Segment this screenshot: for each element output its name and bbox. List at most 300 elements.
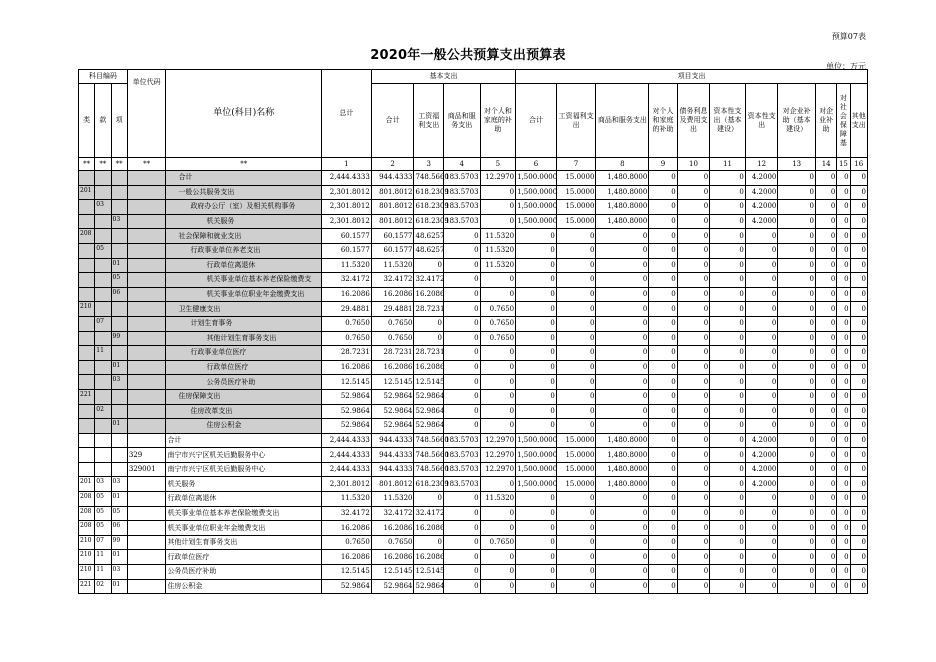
cell-value: 15.0000 (556, 477, 596, 492)
cell-value: 0 (710, 375, 746, 390)
header-basic-personal: 对个人和家庭的补助 (480, 84, 516, 158)
cell-value: 0 (778, 535, 816, 550)
cell-value: 0 (596, 419, 649, 434)
cell-unit-code (127, 419, 166, 434)
cell-value: 32.4172 (321, 273, 371, 288)
cell-unit-name: 合计 (166, 171, 322, 186)
cell-value: 0 (556, 287, 596, 302)
cell-lei (79, 433, 95, 448)
cell-value: 0 (480, 200, 516, 215)
cell-value: 0 (815, 579, 836, 594)
cell-value: 52.9864 (321, 404, 371, 419)
cell-value: 16.2086 (371, 360, 414, 375)
cell-value: 0 (745, 389, 778, 404)
cell-value: 52.9864 (371, 579, 414, 594)
cell-unit-code: 329001 (127, 462, 166, 477)
cell-xiang (111, 171, 127, 186)
cell-value: 0 (710, 214, 746, 229)
cell-unit-name: 公务员医疗补助 (166, 565, 322, 580)
cell-value: 0 (649, 273, 677, 288)
cell-value: 944.4333 (371, 171, 414, 186)
cell-value: 4.2000 (745, 433, 778, 448)
cell-kuan: 11 (95, 346, 111, 361)
cell-value: 0 (778, 521, 816, 536)
cell-value: 0 (649, 521, 677, 536)
cell-value: 2,444.4333 (321, 448, 371, 463)
cell-value: 16.2086 (321, 550, 371, 565)
header-num: 1 (321, 158, 371, 171)
table-row (79, 214, 868, 229)
table-row (79, 243, 868, 258)
table-row (79, 535, 868, 550)
cell-value: 0 (850, 229, 867, 244)
cell-value: 0 (710, 302, 746, 317)
cell-value: 0 (837, 302, 850, 317)
cell-value: 0 (778, 185, 816, 200)
cell-value: 0 (778, 579, 816, 594)
cell-value: 0 (778, 360, 816, 375)
cell-kuan: 05 (95, 492, 111, 507)
cell-kuan (95, 302, 111, 317)
cell-unit-code (127, 243, 166, 258)
cell-value: 0 (677, 579, 710, 594)
cell-lei (79, 287, 95, 302)
cell-value: 28.7231 (414, 302, 443, 317)
cell-value: 1,480.8000 (596, 462, 649, 477)
header-num: 4 (443, 158, 480, 171)
cell-value: 0 (516, 375, 557, 390)
cell-value: 0 (745, 579, 778, 594)
cell-value: 0 (815, 273, 836, 288)
cell-value: 29.4881 (371, 302, 414, 317)
cell-value: 0 (850, 565, 867, 580)
cell-value: 0 (710, 565, 746, 580)
cell-value: 0 (556, 550, 596, 565)
cell-kuan: 07 (95, 535, 111, 550)
cell-xiang: 01 (111, 579, 127, 594)
cell-value: 0 (745, 287, 778, 302)
cell-value: 0 (556, 243, 596, 258)
cell-value: 0 (596, 243, 649, 258)
cell-kuan (95, 433, 111, 448)
cell-value: 0 (837, 375, 850, 390)
cell-value: 0 (778, 214, 816, 229)
cell-unit-code (127, 375, 166, 390)
cell-xiang: 06 (111, 521, 127, 536)
cell-unit-code (127, 346, 166, 361)
cell-xiang: 05 (111, 506, 127, 521)
cell-xiang: 01 (111, 360, 127, 375)
cell-value: 748.5660 (414, 462, 443, 477)
cell-value: 0 (596, 492, 649, 507)
cell-value: 0 (596, 521, 649, 536)
cell-value: 11.5320 (480, 229, 516, 244)
cell-value: 0 (850, 171, 867, 186)
cell-xiang (111, 346, 127, 361)
cell-value: 0 (556, 229, 596, 244)
cell-value: 0 (815, 419, 836, 434)
cell-kuan (95, 185, 111, 200)
cell-unit-code (127, 316, 166, 331)
cell-value: 60.1577 (321, 243, 371, 258)
cell-lei: 210 (79, 302, 95, 317)
cell-kuan (95, 375, 111, 390)
cell-value: 0 (414, 258, 443, 273)
cell-unit-name: 政府办公厅（室）及相关机构事务 (166, 200, 322, 215)
header-project-social: 对社会保障基 (837, 84, 850, 158)
cell-value: 0 (837, 462, 850, 477)
cell-value: 0 (677, 506, 710, 521)
cell-value: 11.5320 (321, 492, 371, 507)
cell-value: 0 (649, 214, 677, 229)
header-project-capital: 资本性支出（基本建设） (710, 84, 746, 158)
cell-value: 0 (745, 258, 778, 273)
cell-value: 2,301.8012 (321, 200, 371, 215)
cell-value: 0 (677, 433, 710, 448)
cell-unit-name: 社会保障和就业支出 (166, 229, 322, 244)
cell-value: 0 (815, 331, 836, 346)
cell-value: 2,444.4333 (321, 462, 371, 477)
cell-value: 0 (443, 243, 480, 258)
cell-value: 0 (850, 316, 867, 331)
cell-value: 0 (596, 229, 649, 244)
cell-value: 0 (837, 433, 850, 448)
table-row (79, 273, 868, 288)
cell-value: 748.5660 (414, 433, 443, 448)
table-row (79, 185, 868, 200)
cell-value: 0 (677, 550, 710, 565)
cell-value: 0 (850, 360, 867, 375)
cell-value: 0 (710, 171, 746, 186)
cell-lei (79, 419, 95, 434)
cell-value: 0 (516, 404, 557, 419)
cell-value: 0 (745, 302, 778, 317)
cell-value: 0 (837, 477, 850, 492)
cell-kuan (95, 229, 111, 244)
cell-value: 32.4172 (371, 273, 414, 288)
cell-xiang (111, 316, 127, 331)
cell-value: 0 (710, 273, 746, 288)
header-total: 总计 (321, 70, 371, 158)
form-number: 预算07表 (831, 32, 866, 41)
header-num: 16 (850, 158, 867, 171)
cell-value: 0 (649, 389, 677, 404)
table-row (79, 331, 868, 346)
cell-value: 52.9864 (321, 389, 371, 404)
cell-value: 0 (556, 360, 596, 375)
cell-lei: 210 (79, 565, 95, 580)
cell-kuan (95, 287, 111, 302)
cell-unit-code (127, 258, 166, 273)
cell-value: 0 (815, 302, 836, 317)
cell-value: 0 (649, 171, 677, 186)
cell-lei: 210 (79, 550, 95, 565)
cell-value: 16.2086 (414, 287, 443, 302)
cell-value: 0.7650 (321, 535, 371, 550)
cell-value: 0 (677, 419, 710, 434)
cell-lei (79, 360, 95, 375)
cell-value: 0 (443, 404, 480, 419)
cell-value: 0 (516, 492, 557, 507)
cell-value: 0 (443, 550, 480, 565)
cell-lei (79, 346, 95, 361)
cell-value: 0 (516, 243, 557, 258)
cell-value: 52.9864 (371, 389, 414, 404)
cell-value: 0 (778, 462, 816, 477)
cell-lei (79, 171, 95, 186)
cell-lei (79, 462, 95, 477)
cell-value: 0 (778, 302, 816, 317)
cell-xiang (111, 462, 127, 477)
cell-lei (79, 214, 95, 229)
cell-xiang: 99 (111, 331, 127, 346)
header-num: 7 (556, 158, 596, 171)
cell-value: 0 (516, 273, 557, 288)
header-star: ** (111, 158, 127, 171)
cell-value: 0 (443, 521, 480, 536)
table-row (79, 346, 868, 361)
cell-value: 1,480.8000 (596, 200, 649, 215)
cell-value: 0 (677, 273, 710, 288)
cell-value: 0 (710, 477, 746, 492)
cell-kuan: 05 (95, 506, 111, 521)
cell-value: 0 (480, 506, 516, 521)
cell-value: 0 (596, 258, 649, 273)
cell-value: 0 (443, 302, 480, 317)
cell-value: 0 (677, 360, 710, 375)
cell-value: 2,301.8012 (321, 477, 371, 492)
cell-value: 0 (649, 462, 677, 477)
cell-value: 0 (815, 550, 836, 565)
cell-value: 0 (443, 331, 480, 346)
cell-value: 0 (745, 375, 778, 390)
cell-value: 0 (837, 492, 850, 507)
cell-value: 0 (443, 287, 480, 302)
cell-value: 0 (710, 185, 746, 200)
cell-unit-code (127, 506, 166, 521)
cell-value: 0 (815, 243, 836, 258)
cell-lei: 201 (79, 477, 95, 492)
cell-xiang: 03 (111, 477, 127, 492)
cell-value: 0 (837, 258, 850, 273)
cell-value: 0 (480, 521, 516, 536)
cell-xiang: 03 (111, 214, 127, 229)
cell-value: 0 (649, 258, 677, 273)
cell-value: 15.0000 (556, 185, 596, 200)
cell-value: 11.5320 (371, 258, 414, 273)
cell-value: 0 (649, 375, 677, 390)
cell-value: 0 (710, 331, 746, 346)
cell-value: 0 (745, 521, 778, 536)
cell-value: 0 (649, 316, 677, 331)
cell-value: 0 (710, 492, 746, 507)
cell-value: 52.9864 (371, 404, 414, 419)
cell-kuan (95, 419, 111, 434)
cell-value: 12.2970 (480, 448, 516, 463)
cell-unit-code (127, 535, 166, 550)
cell-value: 32.4172 (414, 273, 443, 288)
cell-value: 0 (596, 550, 649, 565)
cell-value: 4.2000 (745, 448, 778, 463)
cell-value: 0 (596, 565, 649, 580)
cell-value: 0 (837, 404, 850, 419)
cell-value: 0 (677, 346, 710, 361)
cell-value: 0.7650 (480, 316, 516, 331)
cell-value: 618.2309 (414, 185, 443, 200)
cell-unit-code (127, 433, 166, 448)
cell-kuan (95, 448, 111, 463)
cell-value: 183.5703 (443, 448, 480, 463)
cell-value: 2,444.4333 (321, 433, 371, 448)
header-num: 12 (745, 158, 778, 171)
cell-value: 183.5703 (443, 185, 480, 200)
cell-value: 0 (480, 389, 516, 404)
table-row (79, 579, 868, 594)
cell-value: 60.1577 (371, 229, 414, 244)
cell-value: 0 (815, 433, 836, 448)
cell-unit-code (127, 492, 166, 507)
cell-value: 0 (815, 389, 836, 404)
cell-xiang (111, 185, 127, 200)
header-num: 14 (815, 158, 836, 171)
cell-value: 0 (677, 535, 710, 550)
cell-value: 0 (837, 346, 850, 361)
cell-value: 12.5145 (414, 565, 443, 580)
cell-kuan: 02 (95, 404, 111, 419)
cell-unit-code (127, 287, 166, 302)
cell-value: 0 (677, 171, 710, 186)
cell-value: 0 (837, 535, 850, 550)
cell-value: 0 (649, 185, 677, 200)
cell-value: 0 (596, 287, 649, 302)
cell-value: 748.5660 (414, 448, 443, 463)
cell-value: 0 (596, 346, 649, 361)
header-subject-code: 科目编码 (79, 70, 128, 84)
cell-value: 0 (649, 433, 677, 448)
header-kuan: 款 (95, 84, 111, 158)
table-row (79, 258, 868, 273)
cell-value: 0 (745, 229, 778, 244)
cell-value: 28.7231 (371, 346, 414, 361)
cell-value: 0 (677, 521, 710, 536)
cell-value: 0 (480, 346, 516, 361)
cell-value: 0 (596, 302, 649, 317)
cell-value: 15.0000 (556, 214, 596, 229)
cell-value: 12.5145 (321, 375, 371, 390)
cell-value: 0 (815, 375, 836, 390)
cell-value: 0 (815, 171, 836, 186)
cell-value: 0 (745, 273, 778, 288)
cell-value: 0 (596, 404, 649, 419)
cell-value: 0 (850, 462, 867, 477)
cell-value: 0 (837, 579, 850, 594)
cell-value: 0 (710, 462, 746, 477)
cell-xiang (111, 404, 127, 419)
cell-value: 0 (649, 404, 677, 419)
header-num: 15 (837, 158, 850, 171)
cell-kuan: 11 (95, 550, 111, 565)
cell-value: 0 (850, 258, 867, 273)
cell-value: 0 (516, 521, 557, 536)
cell-value: 0 (443, 273, 480, 288)
cell-value: 0 (480, 419, 516, 434)
cell-value: 0 (516, 579, 557, 594)
cell-unit-code (127, 521, 166, 536)
table-row (79, 316, 868, 331)
cell-value: 0 (837, 419, 850, 434)
cell-value: 0 (815, 565, 836, 580)
cell-unit-name: 其他计划生育事务支出 (166, 331, 322, 346)
cell-kuan (95, 273, 111, 288)
header-project-enterprise: 对企业补助（基本建设） (778, 84, 816, 158)
cell-value: 0 (778, 404, 816, 419)
cell-value: 0 (850, 200, 867, 215)
table-row (79, 492, 868, 507)
cell-unit-code (127, 331, 166, 346)
cell-lei (79, 243, 95, 258)
cell-value: 0 (850, 492, 867, 507)
cell-value: 0 (480, 287, 516, 302)
cell-value: 618.2309 (414, 200, 443, 215)
cell-value: 0 (649, 419, 677, 434)
header-basic: 基本支出 (371, 70, 515, 84)
cell-lei: 210 (79, 535, 95, 550)
cell-value: 0.7650 (371, 535, 414, 550)
cell-unit-name: 卫生健康支出 (166, 302, 322, 317)
cell-value: 0 (556, 273, 596, 288)
cell-value: 0 (837, 287, 850, 302)
cell-value: 0 (837, 200, 850, 215)
cell-value: 0 (837, 360, 850, 375)
cell-value: 0 (677, 229, 710, 244)
cell-value: 0 (745, 565, 778, 580)
cell-value: 15.0000 (556, 171, 596, 186)
cell-value: 0 (596, 579, 649, 594)
cell-unit-name: 行政事业单位医疗 (166, 346, 322, 361)
cell-value: 0 (778, 316, 816, 331)
cell-value: 0 (596, 360, 649, 375)
cell-value: 801.8012 (371, 185, 414, 200)
cell-value: 1,480.8000 (596, 477, 649, 492)
cell-value: 16.2086 (321, 360, 371, 375)
cell-value: 0 (837, 389, 850, 404)
cell-value: 12.2970 (480, 433, 516, 448)
cell-value: 0 (516, 360, 557, 375)
cell-value: 0 (556, 565, 596, 580)
cell-unit-name: 南宁市兴宁区机关后勤服务中心 (166, 448, 322, 463)
cell-value: 0 (443, 258, 480, 273)
cell-unit-name: 机关事业单位基本养老保险缴费支 (166, 273, 322, 288)
header-project-personal: 对个人和家庭的补助 (649, 84, 677, 158)
cell-value: 0 (778, 200, 816, 215)
cell-value: 183.5703 (443, 200, 480, 215)
cell-value: 1,500.0000 (516, 200, 557, 215)
cell-value: 0 (710, 579, 746, 594)
cell-unit-name: 行政单位医疗 (166, 360, 322, 375)
cell-value: 0 (815, 477, 836, 492)
cell-value: 0 (850, 273, 867, 288)
cell-value: 0 (745, 243, 778, 258)
cell-value: 52.9864 (371, 419, 414, 434)
cell-value: 0 (480, 214, 516, 229)
cell-kuan (95, 462, 111, 477)
cell-value: 0 (443, 316, 480, 331)
cell-value: 0 (850, 185, 867, 200)
cell-value: 0 (516, 229, 557, 244)
cell-value: 183.5703 (443, 433, 480, 448)
cell-unit-name: 机关服务 (166, 214, 322, 229)
table-row (79, 302, 868, 317)
